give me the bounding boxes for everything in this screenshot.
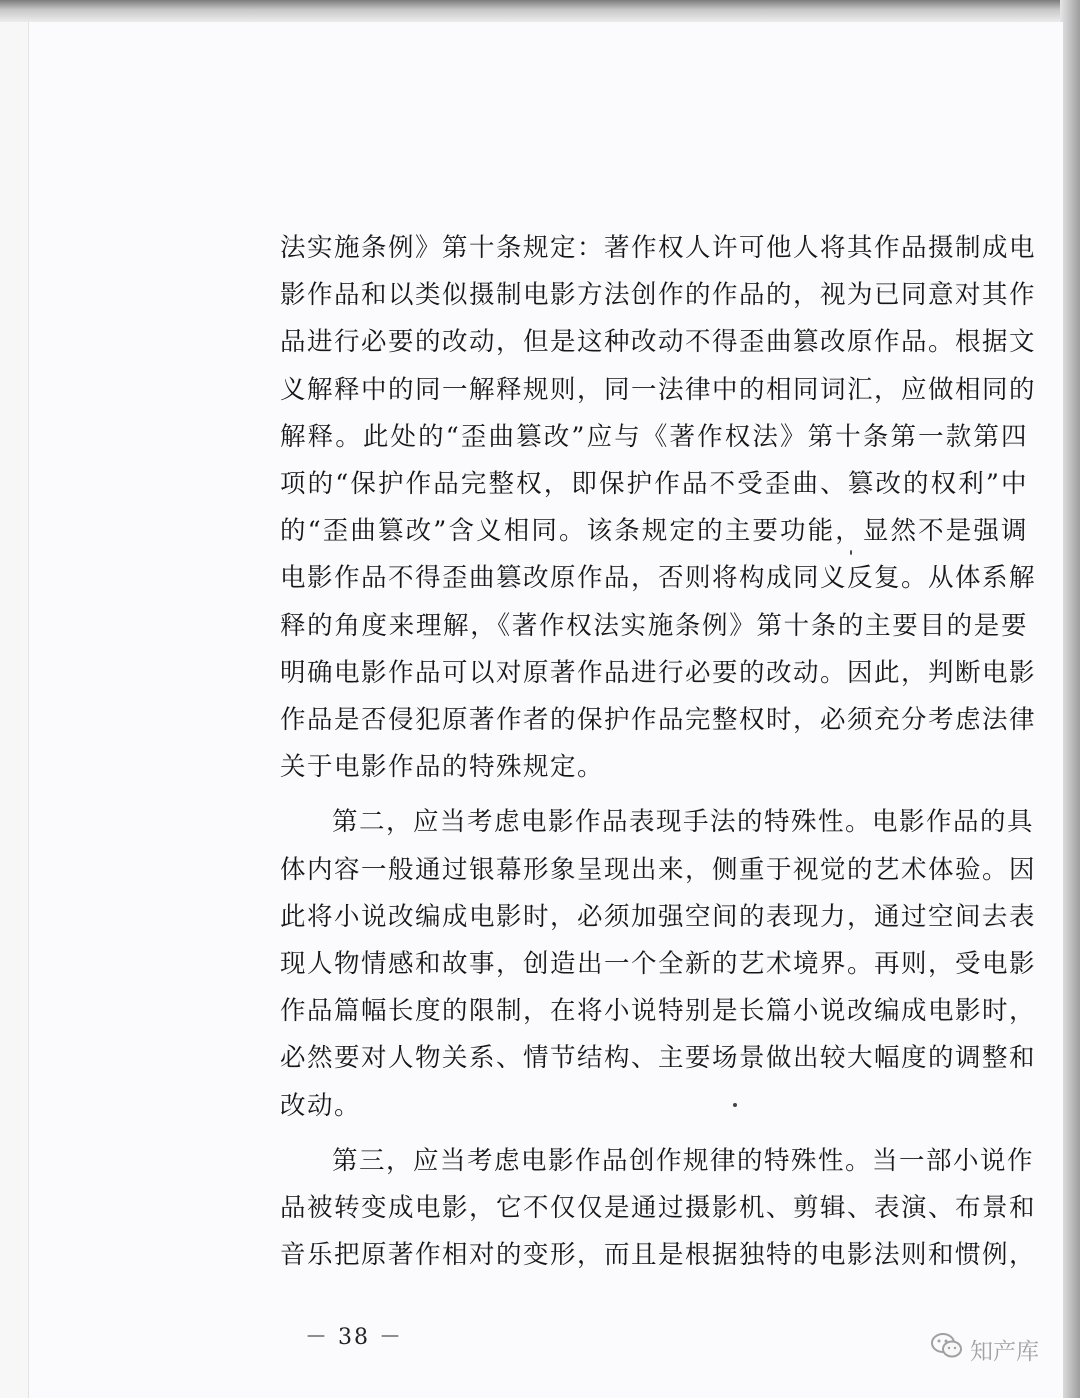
text-line: 释的角度来理解，《著作权法实施条例》第十条的主要目的是要 xyxy=(280,610,1028,641)
text-line: 电影作品不得歪曲篡改原作品，否则将构成同义反复。从体系解 xyxy=(280,563,1037,594)
watermark-text: 知产库 xyxy=(970,1338,1039,1365)
scan-speck xyxy=(850,550,852,555)
text-line: 明确电影作品可以对原著作品进行必要的改动。因此，判断电影 xyxy=(280,657,1037,688)
paragraph-start-line: 第二，应当考虑电影作品表现手法的特殊性。电影作品的具 xyxy=(332,807,1035,838)
text-line: 品被转变成电影，它不仅仅是通过摄影机、剪辑、表演、布景和 xyxy=(280,1193,1037,1224)
watermark xyxy=(930,1332,1039,1366)
page-number: － 38 － xyxy=(305,1325,403,1350)
document-body xyxy=(280,225,1040,1279)
text-line: 项的“保护作品完整权，即保护作品不受歪曲、篡改的权利”中 xyxy=(280,469,1028,500)
text-line: 改动。 xyxy=(280,1090,362,1121)
text-line: 解释。此处的“歪曲篡改”应与《著作权法》第十条第一款第四 xyxy=(280,421,1028,452)
paragraph-start-line: 第三，应当考虑电影作品创作规律的特殊性。当一部小说作 xyxy=(332,1145,1035,1176)
text-line: 影作品和以类似摄制电影方法创作的作品的，视为已同意对其作 xyxy=(280,280,1037,311)
text-line: 作品是否侵犯原著作者的保护作品完整权时，必须充分考虑法律 xyxy=(280,705,1037,736)
text-line: 现人物情感和故事，创造出一个全新的艺术境界。再则，受电影 xyxy=(280,949,1037,980)
text-line: 关于电影作品的特殊规定。 xyxy=(280,752,605,783)
wechat-icon xyxy=(930,1332,964,1366)
text-line: 体内容一般通过银幕形象呈现出来，侧重于视觉的艺术体验。因 xyxy=(280,854,1037,885)
text-line: 的“歪曲篡改”含义相同。该条规定的主要功能，显然不是强调 xyxy=(280,516,1028,547)
text-line: 必然要对人物关系、情节结构、主要场景做出较大幅度的调整和 xyxy=(280,1043,1037,1074)
text-line: 品进行必要的改动，但是这种改动不得歪曲篡改原作品。根据文 xyxy=(280,327,1037,358)
scan-speck xyxy=(733,1103,737,1107)
text-line: 此将小说改编成电影时，必须加强空间的表现力，通过空间去表 xyxy=(280,901,1037,932)
scanner-top-edge xyxy=(0,0,1080,22)
text-line: 作品篇幅长度的限制，在将小说特别是长篇小说改编成电影时， xyxy=(280,996,1037,1027)
text-line: 义解释中的同一解释规则，同一法律中的相同词汇，应做相同的 xyxy=(280,374,1037,405)
text-line: 音乐把原著作相对的变形，而且是根据独特的电影法则和惯例， xyxy=(280,1240,1037,1271)
scanner-side-edge xyxy=(1060,0,1080,1398)
text-line: 法实施条例》第十条规定：著作权人许可他人将其作品摄制成电 xyxy=(280,233,1037,263)
